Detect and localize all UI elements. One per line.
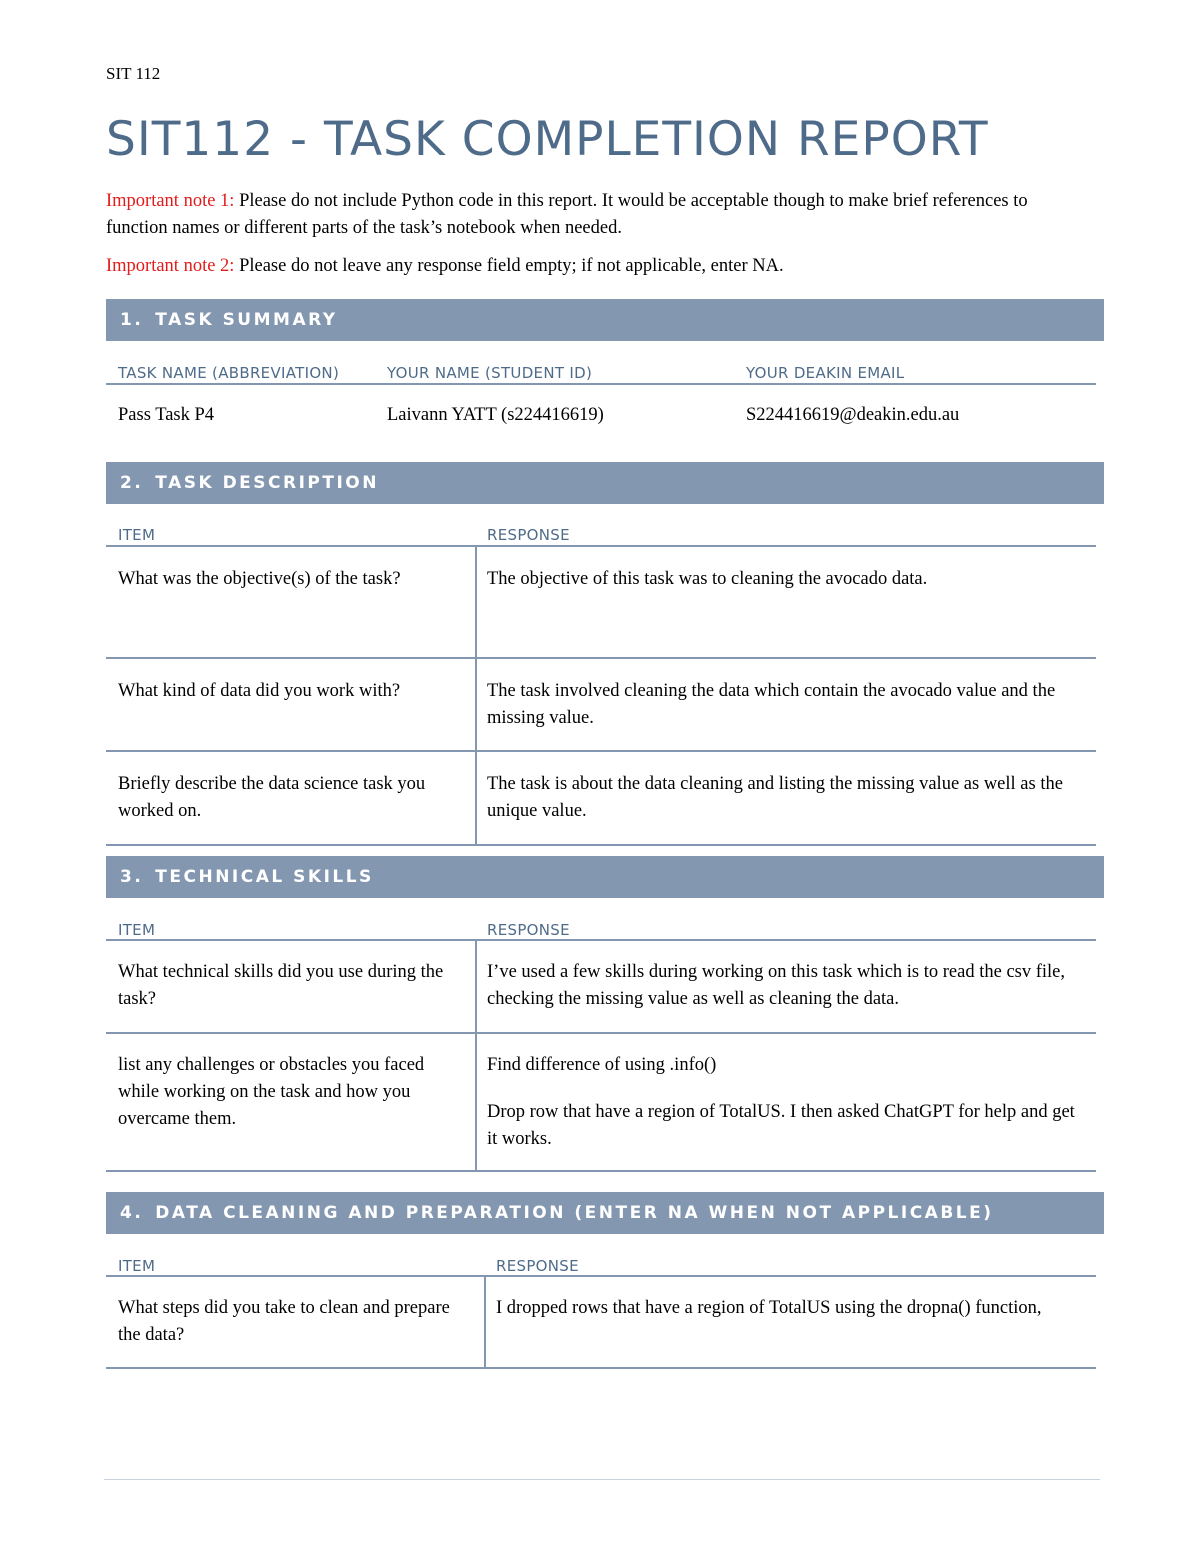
description-response-3: The task is about the data cleaning and listing the missing value as well as the unique value. bbox=[487, 774, 1063, 821]
description-item-2: What kind of data did you work with? bbox=[118, 681, 401, 701]
course-code-header: SIT 112 bbox=[106, 64, 161, 83]
description-item-3: Briefly describe the data science task you worked on. bbox=[118, 774, 426, 821]
description-column-divider bbox=[475, 546, 477, 845]
cleaning-col-item: ITEM bbox=[118, 1257, 156, 1275]
section-4-heading bbox=[106, 1192, 1104, 1234]
report-title: SIT112 - TASK COMPLETION REPORT bbox=[106, 112, 989, 167]
section-3-heading bbox=[106, 856, 1104, 898]
section-2-title: TASK DESCRIPTION bbox=[155, 473, 379, 493]
footer-rule bbox=[104, 1479, 1100, 1480]
technical-row-rule bbox=[106, 1032, 1096, 1034]
description-row-rule bbox=[106, 750, 1096, 752]
technical-response-2-line-2: Drop row that have a region of TotalUS. I then asked ChatGPT for help and get it works. bbox=[487, 1102, 1075, 1149]
description-response-1: The objective of this task was to cleaning the avocado data. bbox=[487, 569, 928, 589]
section-4-title: DATA CLEANING AND PREPARATION (ENTER NA WHEN NOT APPLICABLE) bbox=[155, 1203, 994, 1223]
description-row-rule bbox=[106, 844, 1096, 846]
section-2-heading bbox=[106, 462, 1104, 504]
technical-column-divider bbox=[475, 940, 477, 1171]
section-4-number: 4. bbox=[120, 1203, 144, 1223]
description-col-item: ITEM bbox=[118, 526, 156, 544]
cleaning-item-1: What steps did you take to clean and prepare the data? bbox=[118, 1298, 450, 1345]
technical-header-rule bbox=[106, 939, 1096, 941]
section-2-number: 2. bbox=[120, 473, 144, 493]
cleaning-column-divider bbox=[484, 1276, 486, 1368]
col-deakin-email: YOUR DEAKIN EMAIL bbox=[746, 364, 905, 382]
section-1-heading bbox=[106, 299, 1104, 341]
technical-response-2 bbox=[487, 1052, 1087, 1153]
technical-row-rule bbox=[106, 1170, 1096, 1172]
note-1-label: Important note 1: bbox=[106, 191, 235, 211]
cleaning-header-rule bbox=[106, 1275, 1096, 1277]
technical-response-2-line-1: Find difference of using .info() bbox=[487, 1055, 717, 1075]
section-1-title: TASK SUMMARY bbox=[155, 310, 338, 330]
important-note-1 bbox=[106, 188, 1086, 242]
description-item-1: What was the objective(s) of the task? bbox=[118, 569, 401, 589]
cleaning-response-1: I dropped rows that have a region of TotalUS using the dropna() function, bbox=[496, 1298, 1042, 1318]
description-response-2: The task involved cleaning the data which contain the avocado value and the missing value. bbox=[487, 681, 1056, 728]
technical-response-1: I’ve used a few skills during working on this task which is to read the csv file, checking the missing value as well as cleaning the data. bbox=[487, 962, 1066, 1009]
technical-item-2: list any challenges or obstacles you faced while working on the task and how you overcame them. bbox=[118, 1055, 425, 1129]
section-3-title: TECHNICAL SKILLS bbox=[155, 867, 374, 887]
summary-header-rule bbox=[106, 383, 1096, 385]
task-name-value: Pass Task P4 bbox=[118, 405, 215, 425]
description-col-response: RESPONSE bbox=[487, 526, 570, 544]
note-1-text: Please do not include Python code in this report. It would be acceptable though to make brief references to function names or different parts of the task’s notebook when needed. bbox=[106, 191, 1028, 238]
col-task-name: TASK NAME (ABBREVIATION) bbox=[118, 364, 340, 382]
note-2-text: Please do not leave any response field empty; if not applicable, enter NA. bbox=[234, 256, 784, 276]
section-3-number: 3. bbox=[120, 867, 144, 887]
note-2-label: Important note 2: bbox=[106, 256, 235, 276]
student-name-value: Laivann YATT (s224416619) bbox=[387, 405, 604, 425]
technical-col-response: RESPONSE bbox=[487, 921, 570, 939]
important-note-2 bbox=[106, 253, 1086, 280]
cleaning-col-response: RESPONSE bbox=[496, 1257, 579, 1275]
col-your-name: YOUR NAME (STUDENT ID) bbox=[387, 364, 593, 382]
cleaning-row-rule bbox=[106, 1367, 1096, 1369]
description-header-rule bbox=[106, 545, 1096, 547]
technical-col-item: ITEM bbox=[118, 921, 156, 939]
email-value: S224416619@deakin.edu.au bbox=[746, 405, 960, 425]
section-1-number: 1. bbox=[120, 310, 144, 330]
description-row-rule bbox=[106, 657, 1096, 659]
technical-item-1: What technical skills did you use during the task? bbox=[118, 962, 444, 1009]
